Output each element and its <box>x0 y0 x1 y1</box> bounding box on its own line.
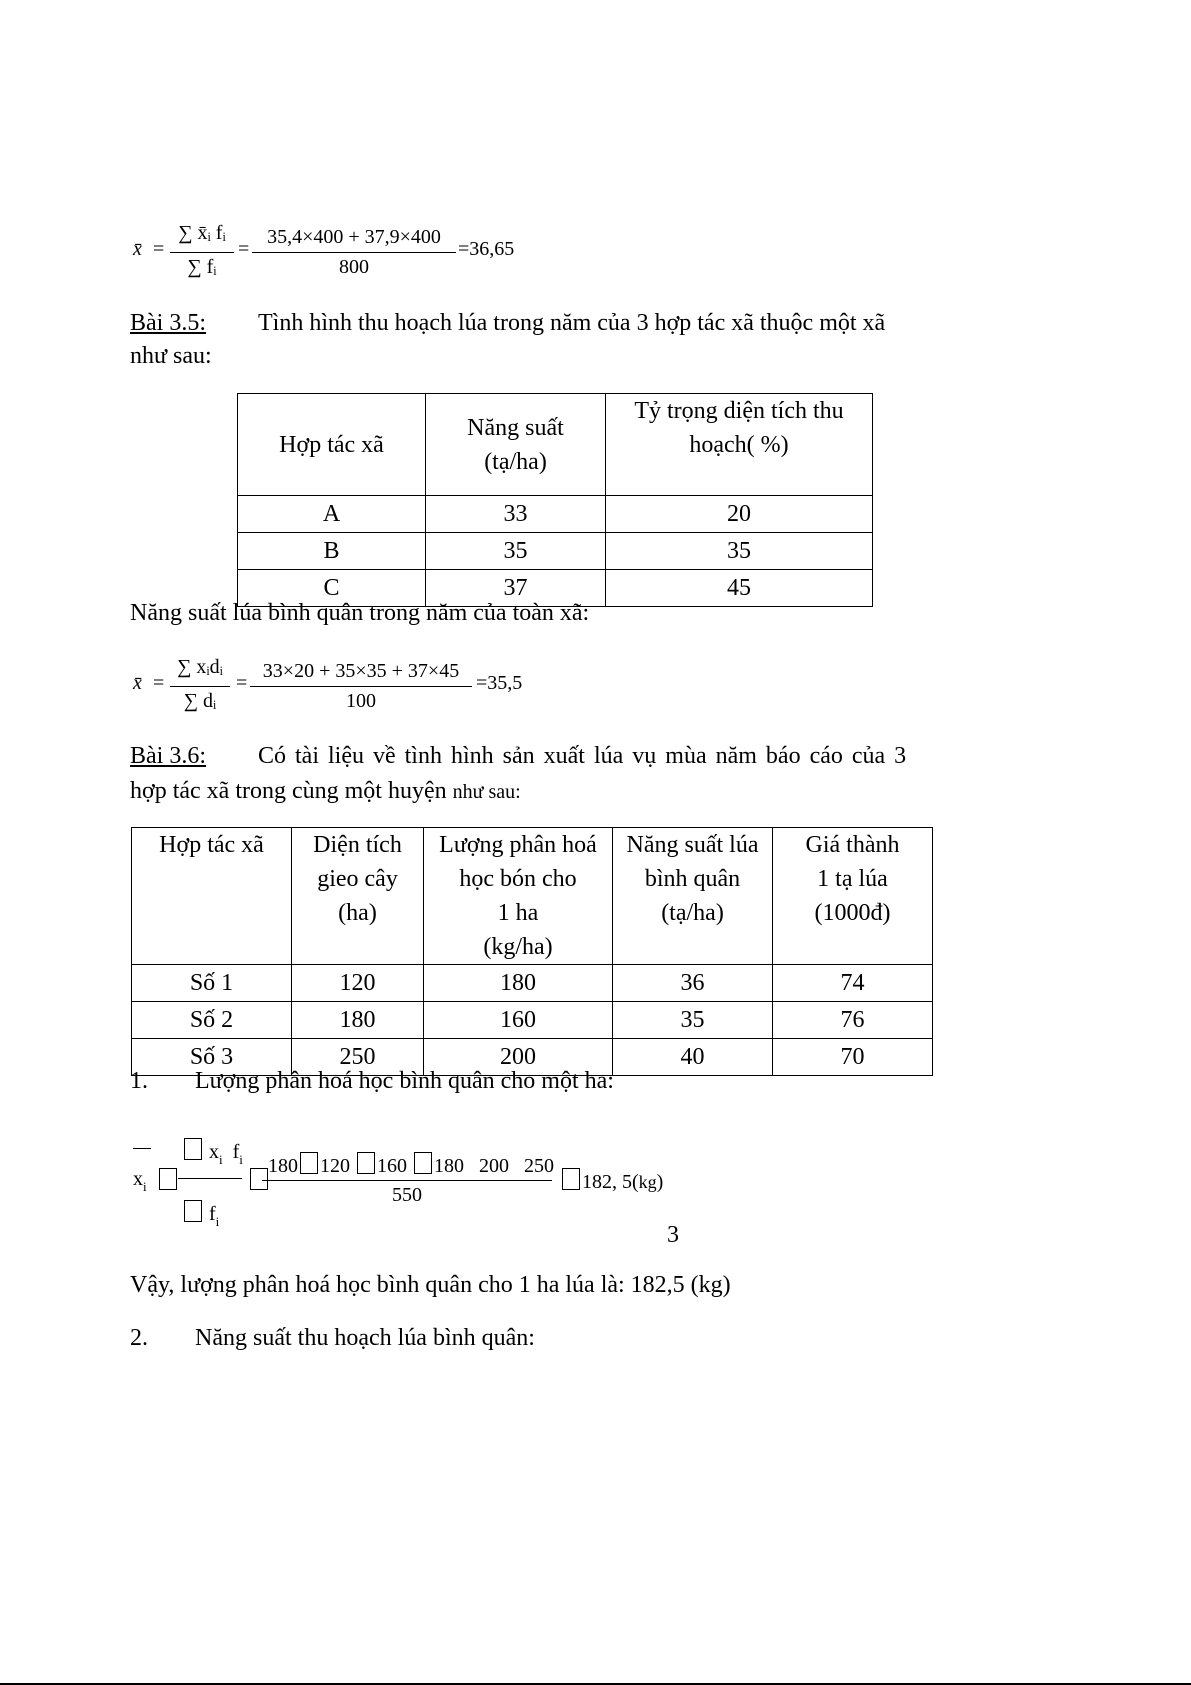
table1-header-share-line1: Tỷ trọng diện tích thu <box>634 398 844 424</box>
table1-header-row <box>238 394 873 496</box>
table-cell: 20 <box>606 496 873 533</box>
table2-header-area-line3: (ha) <box>338 900 377 926</box>
formula3-overbar <box>133 1148 151 1149</box>
formula1-eq2: = <box>238 238 250 260</box>
table-cell: 37 <box>426 570 606 607</box>
table2-header-cost-line2: 1 tạ lúa <box>817 866 888 892</box>
formula1-den-sum: ∑ fᵢ <box>187 256 217 278</box>
formula2-result: =35,5 <box>476 672 523 694</box>
formula1-expr-num: 35,4×400 + 37,9×400 <box>267 226 441 248</box>
table-cell: 33 <box>426 496 606 533</box>
table2-header-yield-line3: (tạ/ha) <box>661 900 724 926</box>
table-cell: 35 <box>606 533 873 570</box>
table-cooperatives-yield <box>237 393 873 607</box>
table-cell: 120 <box>292 965 424 1002</box>
formula3-close: ) <box>656 1171 664 1193</box>
formula3-fraction-bar-2 <box>262 1180 552 1181</box>
table2-header-row <box>132 828 933 965</box>
table-cell: 36 <box>613 965 773 1002</box>
formula1-expr-den: 800 <box>339 256 369 278</box>
formula3-num-part: 250 <box>524 1155 554 1177</box>
formula2-num-sum: ∑ xᵢdᵢ <box>177 656 223 678</box>
table-cell: Số 2 <box>132 1002 292 1039</box>
table-cell: 76 <box>773 1002 933 1039</box>
formula3-den: $f_i$ <box>182 1200 219 1230</box>
formula2-expr-den: 100 <box>346 690 376 712</box>
table-cell: 200 <box>424 1039 613 1076</box>
table1-header-cooperative: Hợp tác xã <box>238 394 426 496</box>
formula3-num-f: f <box>232 1141 240 1163</box>
table2-header-fertilizer-line3: 1 ha <box>497 900 539 926</box>
formula3-result <box>560 1168 663 1194</box>
table-cell: 40 <box>613 1039 773 1076</box>
formula3-expr-den: 550 <box>392 1184 422 1206</box>
formula3-num-part: 180 <box>268 1155 298 1177</box>
formula1-num-sum: ∑ x̄ᵢ fᵢ <box>178 222 226 244</box>
item2-text: Năng suất thu hoạch lúa bình quân: <box>195 1325 535 1351</box>
formula2-eq2: = <box>236 672 248 694</box>
table2-header-yield-line2: bình quân <box>644 866 741 892</box>
table-cell: A <box>238 496 426 533</box>
table-cell: 180 <box>424 965 613 1002</box>
table1-header-share <box>606 394 873 496</box>
table-cell: 180 <box>292 1002 424 1039</box>
table1-header-yield-line2: (tạ/ha) <box>484 448 547 475</box>
formula3-num-x: x <box>209 1141 219 1163</box>
bai35-text-line2: như sau: <box>130 343 212 369</box>
bai36-text-line2 <box>130 778 521 805</box>
formula2-den-sum: ∑ dᵢ <box>183 690 217 712</box>
formula3-result-value: 182, 5( <box>582 1171 639 1193</box>
item1-text: Lượng phân hoá học bình quân cho một ha: <box>195 1068 614 1094</box>
table2-header-fertilizer <box>424 828 613 965</box>
formula2-lhs: x̄ <box>133 672 142 694</box>
formula3-fraction-bar-1 <box>178 1178 242 1179</box>
table-cell: 35 <box>426 533 606 570</box>
table-cell: 160 <box>424 1002 613 1039</box>
table-cell: 35 <box>613 1002 773 1039</box>
table-row <box>132 965 933 1002</box>
table2-header-fertilizer-line2: học bón cho <box>459 866 577 892</box>
bai36-text-line2b: như sau: <box>452 781 521 803</box>
table-cell: 70 <box>773 1039 933 1076</box>
table-cooperatives-production <box>131 827 933 1076</box>
table2-header-yield <box>613 828 773 965</box>
table1-header-yield-line1: Năng suất <box>467 414 564 441</box>
conclusion-text: Vậy, lượng phân hoá học bình quân cho 1 ha lúa là: 182,5 (kg) <box>130 1272 731 1298</box>
formula3-lhs: $x_i$ <box>133 1168 147 1194</box>
table-row <box>238 533 873 570</box>
formula3-unit: kg <box>638 1172 657 1192</box>
formula1-lhs: x̄ <box>133 238 142 260</box>
table2-header-cost-line1: Giá thành <box>805 832 900 858</box>
table2-header-area-line2: gieo cây <box>317 866 398 892</box>
formula1-fraction-bar-2 <box>252 252 456 253</box>
formula3-lhs-symbol: x <box>133 1168 143 1190</box>
formula3-expr-num <box>268 1152 554 1178</box>
formula1-eq1: = <box>153 238 165 260</box>
item1-number: 1. <box>130 1068 148 1094</box>
table2-header-yield-line1: Năng suất lúa <box>626 832 759 858</box>
formula2-fraction-bar-1 <box>170 686 230 687</box>
bai36-label: Bài 3.6: <box>130 743 206 769</box>
formula1-result: =36,65 <box>458 238 515 260</box>
table-row <box>132 1002 933 1039</box>
bai36-text-line1: Có tài liệu về tình hình sản xuất lúa vụ mùa năm báo cáo của 3 <box>258 743 907 769</box>
table2-header-fertilizer-line1: Lượng phân hoá <box>439 832 597 858</box>
table-cell: B <box>238 533 426 570</box>
formula1-fraction-bar-1 <box>170 252 234 253</box>
table2-header-cost <box>773 828 933 965</box>
table2-header-cooperative-line1: Hợp tác xã <box>159 832 264 858</box>
paragraph-average-yield: Năng suất lúa bình quân trong năm của toàn xã: <box>130 600 590 626</box>
formula3-num-part: 200 <box>479 1155 509 1177</box>
table-cell: Số 1 <box>132 965 292 1002</box>
stray-number: 3 <box>667 1222 679 1248</box>
bai35-text-line1: Tình hình thu hoạch lúa trong năm của 3 hợp tác xã thuộc một xã <box>258 310 886 336</box>
formula3-num-part: 160 <box>377 1155 407 1177</box>
formula3-num: $x_i$ $f_i$ <box>182 1138 243 1168</box>
table2-header-cooperative <box>132 828 292 965</box>
table1-header-share-line2: hoạch( %) <box>689 432 789 458</box>
table2-header-cost-line3: (1000đ) <box>814 900 891 926</box>
table-cell: 250 <box>292 1039 424 1076</box>
formula2-fraction-bar-2 <box>250 686 472 687</box>
table2-header-area-line1: Diện tích <box>313 832 402 858</box>
formula3-box-eq1 <box>157 1168 179 1194</box>
table-cell: 45 <box>606 570 873 607</box>
formula2-eq1: = <box>153 672 165 694</box>
formula3-den-f: f <box>209 1203 216 1225</box>
formula3-num-part: 180 <box>434 1155 464 1177</box>
bai35-label: Bài 3.5: <box>130 310 206 336</box>
table-row <box>238 496 873 533</box>
table-cell: 74 <box>773 965 933 1002</box>
bai36-text-line2a: hợp tác xã trong cùng một huyện <box>130 778 453 804</box>
table-cell: C <box>238 570 426 607</box>
table1-header-yield <box>426 394 606 496</box>
formula3-num-part: 120 <box>320 1155 350 1177</box>
item2-number: 2. <box>130 1325 148 1351</box>
table2-header-fertilizer-line4: (kg/ha) <box>483 934 553 960</box>
table-cell: Số 3 <box>132 1039 292 1076</box>
formula2-expr-num: 33×20 + 35×35 + 37×45 <box>262 660 460 682</box>
table2-header-area <box>292 828 424 965</box>
